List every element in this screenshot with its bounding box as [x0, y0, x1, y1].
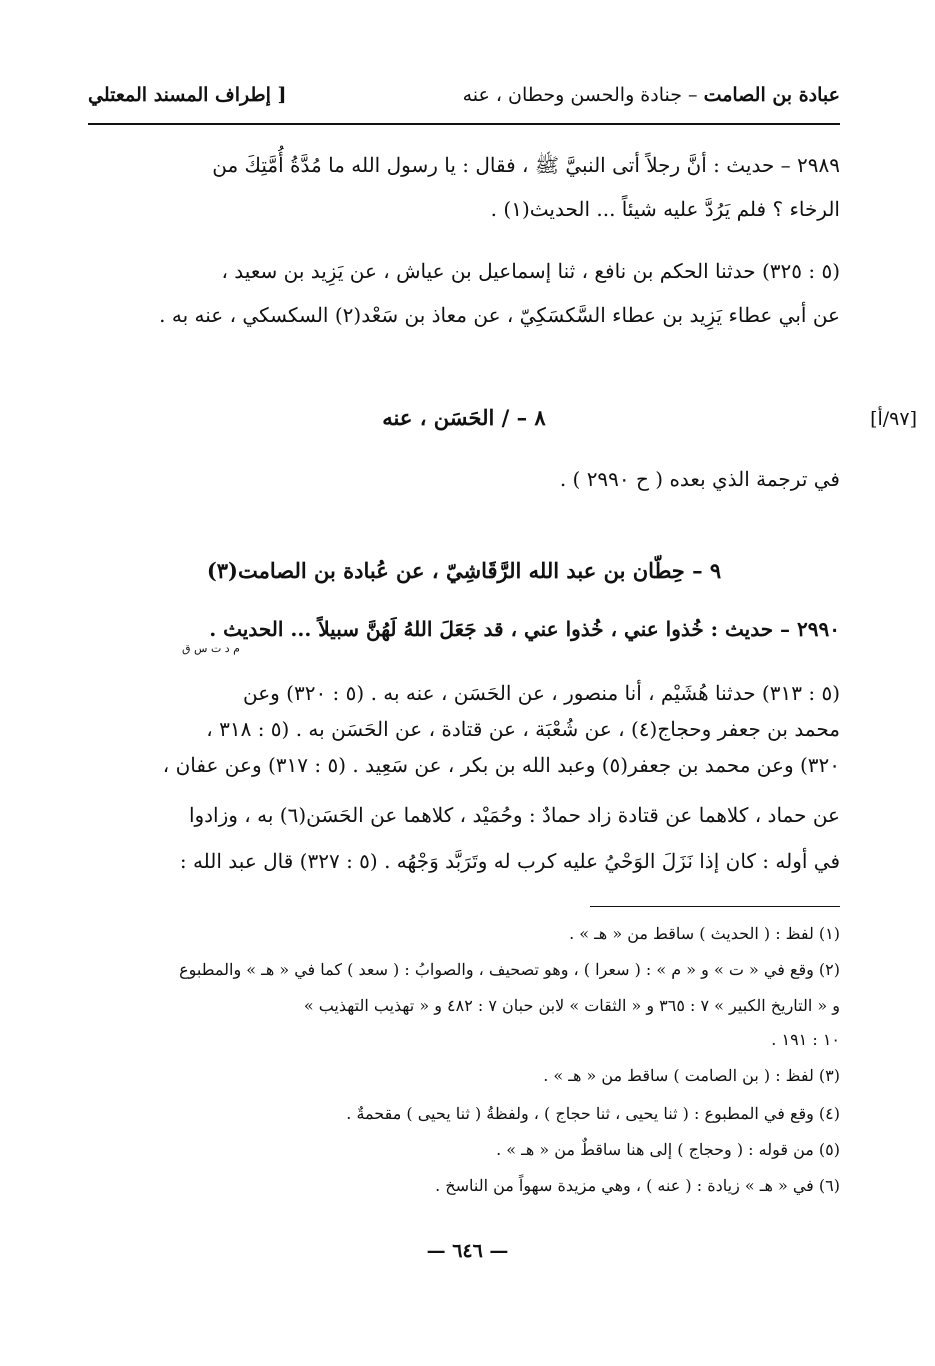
header-section-rest: – جنادة والحسن وحطان ، عنه: [462, 84, 698, 106]
margin-folio-note: [٩٧/أ]: [870, 408, 917, 430]
isnad-2990-line-3: ٣٢٠) وعن محمد بن جعفر(٥) وعبد الله بن بكر ، عن سَعِيد . (٥ : ٣١٧) وعن عفان ،: [162, 753, 840, 777]
isnad-2990-line-5: في أوله : كان إذا نَزَلَ الوَحْيُ عليه كرب له وتَرَبَّد وَجْهُه . (٥ : ٣٢٧) قال عبد الله :: [179, 849, 840, 873]
header-rule: [88, 123, 840, 125]
footnote-2-line-2: و « التاريخ الكبير » ٧ : ٣٦٥ و « الثقات » لابن حبان ٧ : ٤٨٢ و « تهذيب التهذيب »: [303, 996, 840, 1015]
section-8-note: في ترجمة الذي بعده ( ح ٢٩٩٠ ) .: [559, 467, 840, 491]
hadith-2989-line-1: ٢٩٨٩ – حديث : أنَّ رجلاً أتى النبيَّ ﷺ ، فقال : يا رسول الله ما مُدَّةُ أُمَّتِكَ من: [212, 153, 840, 177]
header-book-title: عبادة بن الصامت: [703, 84, 840, 106]
footnote-2-line-1: (٢) وقع في « ت » و « م » : ( سعرا ) ، وهو تصحيف ، والصوابُ : ( سعد ) كما في « هـ » والمطبوع: [179, 960, 840, 979]
header-book-name: [ إطراف المسند المعتلي: [88, 84, 287, 106]
footnote-rule: [590, 906, 840, 907]
section-8-title: ٨ – / الحَسَن ، عنه: [382, 405, 546, 430]
hadith-2989-line-2: الرخاء ؟ فلم يَرُدَّ عليه شيئاً ... الحديث(١) .: [490, 197, 840, 221]
page-number: — ٦٤٦ —: [426, 1240, 509, 1262]
running-header: [88, 80, 840, 120]
footnote-6: (٦) في « هـ » زيادة : ( عنه ) ، وهي مزيدة سهواً من الناسخ .: [435, 1176, 840, 1195]
collection-symbols: م د ت س ق: [181, 642, 240, 655]
isnad-2989-line-1: (٥ : ٣٢٥) حدثنا الحكم بن نافع ، ثنا إسماعيل بن عياش ، عن يَزِيد بن سعيد ،: [221, 259, 840, 283]
section-9-title: ٩ – حِطّان بن عبد الله الرَّقَاشِيّ ، عن عُبادة بن الصامت(٣): [206, 558, 722, 583]
footnote-4: (٤) وقع في المطبوع : ( ثنا يحيى ، ثنا حجاج ) ، ولفظةُ ( ثنا يحيى ) مقحمةٌ .: [346, 1104, 840, 1123]
header-section-title: [463, 84, 840, 106]
footnote-3: (٣) لفظ : ( بن الصامت ) ساقط من « هـ » .: [543, 1066, 840, 1085]
footnote-2-line-3: ١٠ : ١٩١ .: [771, 1030, 840, 1049]
isnad-2990-line-2: محمد بن جعفر وحجاج(٤) ، عن شُعْبَة ، عن قتادة ، عن الحَسَن به . (٥ : ٣١٨ ،: [206, 717, 840, 741]
footnote-1: (١) لفظ : ( الحديث ) ساقط من « هـ » .: [569, 924, 840, 943]
isnad-2990-line-1: (٥ : ٣١٣) حدثنا هُشَيْم ، أنا منصور ، عن الحَسَن ، عنه به . (٥ : ٣٢٠) وعن: [242, 681, 840, 705]
isnad-2990-line-4: عن حماد ، كلاهما عن قتادة زاد حمادٌ : وحُمَيْد ، كلاهما عن الحَسَن(٦) به ، وزادوا: [188, 803, 840, 827]
isnad-2989-line-2: عن أبي عطاء يَزِيد بن عطاء السَّكسَكِيّ ، عن معاذ بن سَعْد(٢) السكسكي ، عنه به .: [159, 303, 840, 327]
footnote-5: (٥) من قوله : ( وحجاج ) إلى هنا ساقطٌ من « هـ » .: [496, 1140, 840, 1159]
hadith-2990-line-1: ٢٩٩٠ – حديث : خُذوا عني ، خُذوا عني ، قد جَعَلَ اللهُ لَهُنَّ سبيلاً ... الحديث .: [209, 617, 840, 641]
